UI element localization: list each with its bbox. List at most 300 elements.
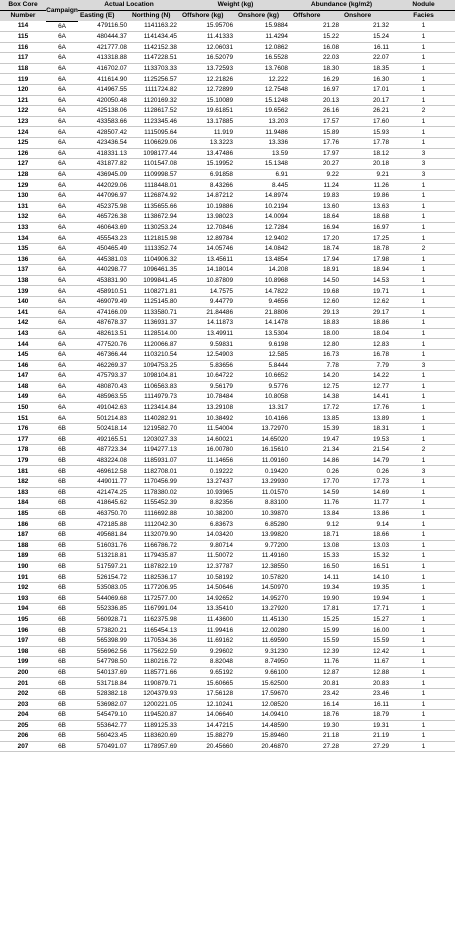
campaign-cell: 6A	[58, 54, 66, 62]
onshore-abundance-cell: 19.31	[373, 721, 389, 729]
onshore-abundance-cell: 18.68	[373, 213, 389, 221]
campaign-cell: 6B	[58, 711, 66, 719]
northing-cell: 1187822.19	[143, 562, 177, 570]
onshore-weight-cell: 13.27920	[261, 605, 288, 613]
northing-cell: 1125256.57	[143, 75, 177, 83]
table-row	[0, 699, 455, 710]
campaign-cell: 6B	[58, 679, 66, 687]
easting-cell: 445381.03	[96, 255, 127, 263]
table-row	[0, 95, 455, 106]
easting-cell: 517597.21	[96, 562, 127, 570]
nodule-facies-cell: 1	[421, 425, 426, 433]
campaign-cell: 6A	[58, 128, 66, 136]
nodule-facies-cell: 1	[421, 393, 426, 401]
offshore-abundance-cell: 15.39	[323, 425, 339, 433]
campaign-cell: 6A	[58, 107, 66, 115]
offshore-weight-cell: 10.64722	[206, 372, 233, 380]
nodule-facies-cell: 1	[421, 732, 426, 740]
onshore-weight-cell: 9.4656	[268, 298, 288, 306]
box-core-cell: 207	[17, 743, 29, 751]
onshore-weight-cell: 14.1478	[264, 319, 288, 327]
offshore-abundance-cell: 16.08	[323, 43, 339, 51]
table-row	[0, 466, 455, 477]
table-row	[0, 731, 455, 742]
nodule-facies-cell: 1	[421, 96, 426, 104]
campaign-cell: 6A	[58, 245, 66, 253]
easting-cell: 425138.06	[96, 107, 127, 115]
box-core-cell: 151	[17, 414, 29, 422]
offshore-weight-cell: 14.92652	[206, 594, 233, 602]
table-row	[0, 604, 455, 615]
box-core-cell: 130	[17, 192, 29, 200]
nodule-facies-cell: 1	[421, 531, 426, 539]
box-core-cell: 144	[17, 340, 29, 348]
table-row	[0, 275, 455, 286]
northing-cell: 1104906.32	[143, 255, 177, 263]
campaign-cell: 6A	[58, 43, 66, 51]
nodule-facies-cell: 1	[421, 298, 426, 306]
campaign-cell: 6B	[58, 690, 66, 698]
offshore-abundance-cell: 11.76	[323, 499, 339, 507]
nodule-facies-cell: 2	[421, 107, 426, 115]
box-core-cell: 146	[17, 361, 29, 369]
onshore-weight-cell: 10.4166	[264, 414, 288, 422]
nodule-facies-cell: 1	[421, 223, 426, 231]
offshore-weight-cell: 12.06031	[206, 43, 233, 51]
offshore-abundance-cell: 18.30	[323, 65, 339, 73]
table-header	[0, 0, 455, 21]
easting-cell: 421777.08	[96, 43, 127, 51]
onshore-weight-cell: 9.5776	[268, 382, 288, 390]
nodule-facies-cell: 1	[421, 340, 426, 348]
onshore-abundance-cell: 19.35	[373, 584, 389, 592]
table-row	[0, 127, 455, 138]
onshore-weight-cell: 12.585	[268, 351, 288, 359]
onshore-weight-cell: 17.59670	[261, 690, 288, 698]
easting-cell: 418645.62	[96, 499, 127, 507]
actual-location-header: Actual Location	[78, 0, 180, 11]
onshore-abundance-cell: 13.03	[373, 541, 389, 549]
table-row	[0, 116, 455, 127]
onshore-weight-cell: 14.65020	[261, 435, 288, 443]
easting-cell: 487723.34	[96, 446, 127, 454]
offshore-weight-cell: 9.44779	[209, 298, 233, 306]
offshore-abundance-cell: 26.16	[323, 107, 339, 115]
onshore-weight-cell: 14.09410	[261, 711, 288, 719]
campaign-cell: 6A	[58, 319, 66, 327]
onshore-weight-cell: 12.222	[268, 75, 288, 83]
onshore-weight-cell: 0.19420	[264, 467, 288, 475]
table-row	[0, 434, 455, 445]
offshore-weight-cell: 11.919	[213, 128, 233, 136]
campaign-cell: 6A	[58, 96, 66, 104]
onshore-weight-cell: 6.85280	[264, 520, 288, 528]
offshore-weight-cell: 11.50072	[206, 552, 233, 560]
campaign-cell: 6A	[58, 255, 66, 263]
onshore-abundance-cell: 15.27	[373, 615, 389, 623]
onshore-abundance-cell: 20.17	[373, 96, 389, 104]
northing-cell: 1106629.06	[143, 139, 177, 147]
campaign-cell: 6A	[58, 234, 66, 242]
offshore-weight-cell: 9.80714	[209, 541, 233, 549]
onshore-abundance-cell: 15.32	[373, 552, 389, 560]
nodule-facies-cell: 1	[421, 520, 426, 528]
campaign-cell: 6A	[58, 192, 66, 200]
onshore-weight-cell: 12.7548	[264, 86, 288, 94]
offshore-weight-cell: 15.88279	[206, 732, 233, 740]
campaign-cell: 6A	[58, 393, 66, 401]
easting-cell: 469079.49	[96, 298, 127, 306]
easting-cell: 458910.51	[96, 287, 127, 295]
northing-cell: 1183620.69	[143, 732, 177, 740]
box-core-cell: 139	[17, 287, 29, 295]
onshore-weight-cell: 11.4294	[265, 33, 288, 41]
nodule-facies-cell: 1	[421, 139, 426, 147]
onshore-abundance-cell: 16.78	[373, 351, 389, 359]
easting-cell: 452375.98	[96, 202, 127, 210]
northing-cell: 1101547.08	[143, 160, 177, 168]
table-row	[0, 339, 455, 350]
onshore-abundance-cell: 18.35	[373, 65, 389, 73]
box-core-cell: 135	[17, 245, 29, 253]
easting-cell: 463750.70	[96, 510, 127, 517]
nodule-facies-cell: 2	[421, 245, 426, 253]
box-core-cell: 126	[17, 149, 29, 157]
onshore-weight-cell: 14.208	[268, 266, 288, 274]
campaign-cell: 6B	[58, 457, 66, 465]
northing-header: Northing (N)	[130, 11, 180, 22]
onshore-abundance-cell: 16.11	[373, 43, 389, 51]
northing-cell: 1125145.80	[143, 298, 177, 306]
table-row	[0, 318, 455, 329]
box-core-cell: 189	[17, 552, 29, 560]
onshore-abundance-cell: 16.11	[373, 700, 389, 708]
northing-cell: 1189125.33	[143, 721, 177, 729]
offshore-weight-cell: 12.72899	[206, 86, 233, 94]
northing-cell: 1175622.59	[143, 647, 177, 655]
offshore-weight-cell: 11.43600	[206, 615, 233, 623]
campaign-cell: 6A	[58, 160, 66, 168]
offshore-abundance-cell: 17.81	[323, 605, 339, 613]
nodule-facies-cell: 2	[421, 446, 426, 454]
offshore-abundance-cell: 13.08	[323, 541, 339, 549]
offshore-abundance-cell: 12.87	[323, 668, 339, 676]
offshore-weight-cell: 8.82048	[209, 658, 233, 666]
box-core-cell: 120	[17, 86, 29, 94]
nodule-facies-cell: 1	[421, 584, 426, 592]
campaign-cell: 6A	[58, 351, 66, 359]
onshore-abundance-cell: 16.30	[373, 75, 389, 83]
nodule-facies-cell: 1	[421, 562, 426, 570]
easting-cell: 556962.56	[96, 647, 127, 655]
northing-cell: 1114979.73	[144, 393, 177, 401]
onshore-weight-cell: 8.83100	[264, 499, 288, 507]
easting-cell: 474166.09	[96, 308, 127, 316]
campaign-cell: 6A	[58, 298, 66, 306]
onshore-abundance-cell: 14.41	[373, 393, 389, 401]
easting-cell: 544069.68	[96, 594, 127, 602]
northing-cell: 1133580.71	[143, 308, 177, 316]
box-core-cell: 191	[17, 573, 29, 581]
nodule-facies-cell: 1	[421, 372, 426, 380]
onshore-abundance-cell: 12.42	[373, 647, 389, 655]
table-row	[0, 243, 455, 254]
northing-cell: 1115095.64	[144, 128, 177, 136]
offshore-weight-cell: 19.61851	[206, 107, 233, 115]
onshore-abundance-cell: 18.66	[373, 531, 389, 539]
box-core-cell: 127	[17, 160, 29, 168]
onshore-abundance-cell: 11.26	[373, 181, 389, 189]
northing-cell: 1162375.98	[143, 615, 177, 623]
offshore-abundance-cell: 15.99	[323, 626, 339, 634]
table-row	[0, 191, 455, 202]
easting-cell: 462269.37	[96, 361, 127, 369]
onshore-abundance-cell: 13.86	[373, 510, 389, 517]
northing-cell: 1147228.51	[143, 54, 177, 62]
offshore-abundance-cell: 15.89	[323, 128, 339, 136]
offshore-weight-cell: 20.45660	[206, 743, 233, 751]
offshore-abundance-cell: 18.76	[323, 711, 339, 719]
onshore-abundance-cell: 19.94	[373, 594, 389, 602]
onshore-abundance-cell: 9.21	[376, 171, 389, 178]
offshore-abundance-cell: 17.70	[323, 478, 339, 486]
campaign-cell: 6B	[58, 467, 66, 475]
offshore-weight-cell: 13.47486	[206, 149, 233, 157]
nodule-facies-cell: 1	[421, 65, 426, 73]
box-core-cell: 117	[17, 54, 29, 62]
offshore-abundance-cell: 22.03	[323, 54, 339, 62]
onshore-weight-cell: 15.1248	[264, 96, 288, 104]
table-row	[0, 540, 455, 551]
box-core-cell: 190	[17, 562, 29, 570]
northing-cell: 1190879.71	[143, 679, 177, 687]
northing-cell: 1178380.02	[143, 488, 177, 496]
offshore-weight-cell: 10.93965	[206, 488, 233, 496]
northing-cell: 1180216.72	[143, 658, 177, 666]
offshore-abundance-cell: 18.91	[323, 266, 339, 274]
onshore-kg-header: Onshore (kg)	[236, 11, 291, 22]
box-core-cell: 193	[17, 594, 29, 602]
box-core-cell: 141	[17, 308, 29, 316]
onshore-abundance-cell: 13.89	[373, 414, 389, 422]
offshore-abundance-cell: 12.60	[323, 298, 339, 306]
offshore-abundance-cell: 13.85	[323, 414, 339, 422]
onshore-abundance-cell: 18.12	[373, 149, 389, 157]
offshore-abundance-cell: 19.83	[323, 192, 339, 200]
onshore-weight-cell: 11.09160	[261, 457, 288, 465]
offshore-weight-cell: 13.17885	[206, 118, 233, 126]
box-core-cell: 133	[17, 223, 29, 231]
onshore-abundance-cell: 17.73	[373, 478, 389, 486]
northing-cell: 1200221.05	[143, 700, 177, 708]
box-core-cell: 142	[17, 319, 29, 327]
northing-cell: 1170534.36	[143, 637, 177, 645]
nodule-facies-cell: 1	[421, 414, 426, 422]
box-core-cell: 185	[17, 510, 29, 517]
northing-cell: 1219582.70	[143, 425, 177, 433]
easting-cell: 482613.51	[96, 329, 127, 337]
easting-cell: 536982.07	[96, 700, 127, 708]
campaign-cell: 6A	[58, 404, 66, 412]
northing-cell: 1113352.74	[144, 245, 177, 253]
nodule-facies-cell: 1	[421, 690, 426, 698]
box-core-cell: 203	[17, 700, 29, 708]
northing-cell: 1103210.54	[143, 351, 177, 359]
campaign-cell: 6B	[58, 425, 66, 433]
number-header: Number	[0, 11, 46, 22]
campaign-cell: 6B	[58, 531, 66, 539]
weight-header: Weight (kg)	[180, 0, 291, 11]
campaign-cell: 6A	[58, 372, 66, 380]
table-row	[0, 572, 455, 583]
easting-cell: 573820.21	[96, 626, 127, 634]
campaign-cell: 6B	[58, 637, 66, 645]
box-core-cell: 143	[17, 329, 29, 337]
onshore-weight-cell: 10.6652	[264, 372, 288, 380]
onshore-weight-cell: 20.46870	[261, 743, 288, 751]
table-row	[0, 551, 455, 562]
onshore-abundance-cell: 18.79	[373, 711, 389, 719]
onshore-abundance-cell: 19.86	[373, 192, 389, 200]
offshore-weight-cell: 13.29108	[206, 404, 233, 412]
nodule-facies-cell: 1	[421, 615, 426, 623]
table-row	[0, 678, 455, 689]
table-row	[0, 635, 455, 646]
table-row	[0, 328, 455, 339]
easting-cell: 560423.45	[96, 732, 127, 740]
table-row	[0, 138, 455, 149]
offshore-weight-cell: 0.19222	[209, 467, 233, 475]
onshore-abundance-cell: 18.31	[373, 425, 389, 433]
box-core-cell: 131	[17, 202, 29, 210]
campaign-cell: 6B	[58, 668, 66, 676]
campaign-cell: 6A	[58, 75, 66, 83]
easting-cell: 516031.76	[96, 541, 127, 549]
offshore-weight-cell: 9.56179	[209, 382, 233, 390]
campaign-cell: 6A	[58, 22, 66, 30]
nodule-facies-cell: 1	[421, 721, 426, 729]
box-core-cell: 114	[17, 22, 29, 30]
offshore-abundance-cell: 11.76	[323, 658, 339, 666]
offshore-abundance-cell: 12.80	[323, 340, 339, 348]
offshore-abundance-cell: 18.71	[323, 531, 339, 539]
nodule-facies-cell: 1	[421, 181, 426, 189]
northing-cell: 1142152.38	[143, 43, 177, 51]
easting-cell: 492165.51	[96, 435, 127, 443]
nodule-facies-cell: 1	[421, 75, 426, 83]
onshore-abundance-cell: 12.77	[373, 382, 389, 390]
offshore-weight-cell: 17.56128	[206, 690, 233, 698]
offshore-weight-cell: 15.60665	[206, 679, 233, 687]
onshore-weight-cell: 9.77200	[264, 541, 288, 549]
northing-cell: 1096461.35	[143, 266, 177, 274]
offshore-weight-cell: 12.21826	[206, 75, 233, 83]
northing-cell: 1204379.93	[143, 690, 177, 698]
campaign-cell: 6B	[58, 510, 66, 517]
northing-cell: 1123414.84	[143, 404, 177, 412]
box-core-cell: 119	[17, 75, 29, 83]
onshore-abundance-cell: 15.24	[373, 33, 389, 41]
onshore-abundance-cell: 17.60	[373, 118, 389, 126]
easting-cell: 483224.08	[96, 457, 127, 465]
northing-cell: 1109998.57	[143, 171, 177, 178]
northing-cell: 1141434.45	[143, 33, 177, 41]
offshore-weight-cell: 11.69162	[206, 637, 233, 645]
offshore-abundance-cell: 14.50	[323, 276, 339, 284]
offshore-abundance-cell: 20.27	[323, 160, 339, 168]
onshore-abundance-cell: 21.19	[373, 732, 389, 740]
offshore-abundance-cell: 15.22	[323, 33, 339, 41]
offshore-abundance-cell: 17.20	[323, 234, 339, 242]
nodule-facies-cell: 1	[421, 478, 426, 486]
onshore-weight-cell: 8.445	[272, 181, 288, 189]
table-row	[0, 201, 455, 212]
northing-cell: 1130253.24	[143, 223, 177, 231]
offshore-weight-cell: 14.60021	[206, 435, 233, 443]
onshore-abundance-cell: 15.59	[373, 637, 389, 645]
onshore-abundance-cell: 23.46	[373, 690, 389, 698]
offshore-abundance-cell: 14.20	[323, 372, 339, 380]
easting-cell: 547798.50	[96, 658, 127, 666]
offshore-abundance-cell: 20.13	[323, 96, 339, 104]
table-row	[0, 561, 455, 572]
campaign-cell: 6B	[58, 605, 66, 613]
onshore-weight-cell: 19.6562	[264, 107, 288, 115]
easting-cell: 449011.77	[97, 478, 127, 486]
onshore-abundance-cell: 7.79	[376, 361, 389, 369]
onshore-abundance-cell: 18.04	[373, 329, 389, 337]
offshore-abundance-cell: 14.38	[323, 393, 339, 401]
onshore-weight-cell: 13.7608	[264, 65, 288, 73]
campaign-cell: 6A	[58, 213, 66, 221]
box-core-cell: 204	[17, 711, 29, 719]
onshore-abundance-cell: 15.93	[373, 128, 389, 136]
easting-cell: 440298.77	[96, 266, 127, 274]
onshore-abundance-cell: 17.78	[373, 139, 389, 147]
offshore-abundance-cell: 16.14	[323, 700, 339, 708]
table-row	[0, 424, 455, 435]
northing-cell: 1141163.22	[144, 22, 177, 30]
easting-cell: 475793.37	[96, 372, 127, 380]
offshore-abundance-cell: 17.72	[323, 404, 339, 412]
easting-cell: 540137.69	[96, 668, 127, 676]
campaign-cell: 6B	[58, 573, 66, 581]
box-core-cell: 199	[17, 658, 29, 666]
nodule-facies-cell: 1	[421, 43, 426, 51]
easting-cell: 455543.23	[96, 234, 127, 242]
easting-cell: 450465.49	[96, 245, 127, 253]
onshore-abundance-cell: 18.78	[373, 245, 389, 253]
offshore-abundance-cell: 16.29	[323, 75, 339, 83]
nodule-facies-cell: 1	[421, 605, 426, 613]
table-row	[0, 180, 455, 191]
campaign-cell: 6B	[58, 732, 66, 740]
offshore-weight-cell: 10.38200	[206, 510, 233, 517]
table-row	[0, 487, 455, 498]
onshore-weight-cell: 12.08520	[261, 700, 288, 708]
northing-cell: 1194520.87	[143, 711, 177, 719]
table-row	[0, 614, 455, 625]
onshore-weight-cell: 12.00280	[261, 626, 288, 634]
northing-cell: 1179435.87	[143, 552, 177, 560]
table-row	[0, 265, 455, 276]
offshore-weight-cell: 10.58192	[206, 573, 233, 581]
table-row	[0, 625, 455, 636]
offshore-abundance-cell: 14.11	[323, 573, 339, 581]
offshore-weight-cell: 15.10089	[206, 96, 233, 104]
easting-cell: 442029.06	[96, 181, 127, 189]
nodule-facies-cell: 1	[421, 22, 426, 30]
